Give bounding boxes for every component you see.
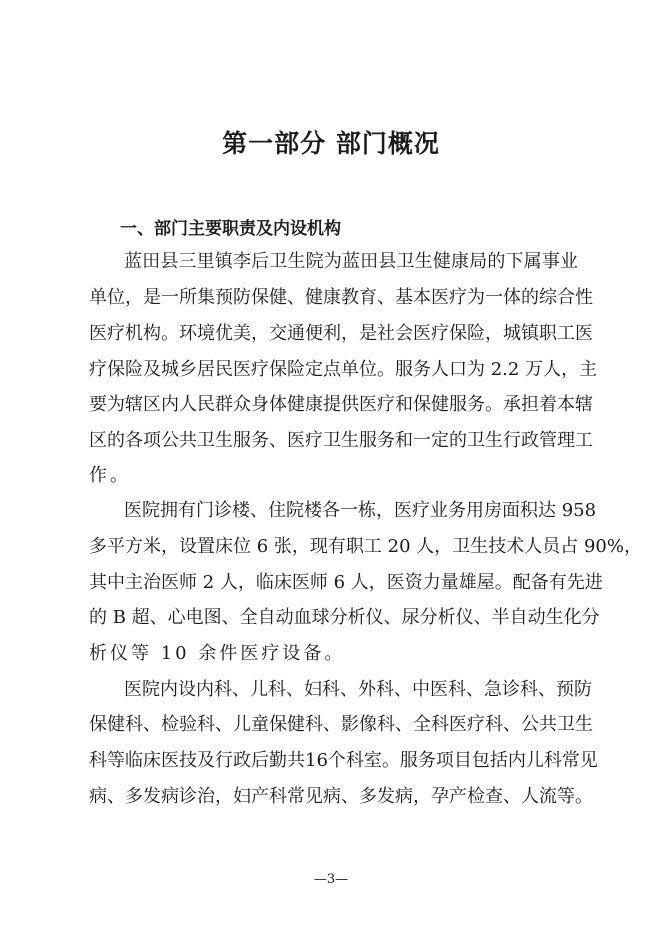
text-line: 保健科、检验科、儿童保健科、影像科、全科医疗科、公共卫生 <box>89 714 593 735</box>
text-line: 析仪等 10 余件医疗设备。 <box>89 643 346 664</box>
text-line: 蓝田县三里镇李后卫生院为蓝田县卫生健康局的下属事业 <box>124 251 578 272</box>
text-line: 多平方米，设置床位 6 张，现有职工 20 人，卫生技术人员占 90%， <box>89 536 642 557</box>
text-line: 科等临床医技及行政后勤共16个科室。服务项目包括内儿科常见 <box>89 750 598 771</box>
page-title: 第一部分 部门概况 <box>222 129 440 158</box>
text-line: 疗保险及城乡居民医疗保险定点单位。服务人口为 2.2 万人，主 <box>89 359 598 380</box>
text-line: 其中主治医师 2 人，临床医师 6 人，医资力量雄屋。配备有先进 <box>89 572 603 593</box>
text-line: 医院内设内科、儿科、妇科、外科、中医科、急诊科、预防 <box>124 679 592 700</box>
text-line: 的 B 超、心电图、全自动血球分析仪、尿分析仪、半自动生化分 <box>89 607 600 628</box>
text-line: 病、多发病诊治，妇产科常见病、多发病，孕产检查、人流等。 <box>89 786 593 807</box>
text-line: 要为辖区内人民群众身体健康提供医疗和保健服务。承担着本辖 <box>89 394 593 415</box>
text-line: 区的各项公共卫生服务、医疗卫生服务和一定的卫生行政管理工 <box>89 430 593 451</box>
text-line: 单位，是一所集预防保健、健康教育、基本医疗为一体的综合性 <box>89 287 593 308</box>
text-line: 医疗机构。环境优美，交通便利，是社会医疗保险，城镇职工医 <box>89 323 593 344</box>
text-line: 医院拥有门诊楼、住院楼各一栋，医疗业务用房面积达 958 <box>124 500 597 521</box>
text-line: 作。 <box>89 465 131 486</box>
page-number: —3— <box>313 872 349 887</box>
section-heading: 一、部门主要职责及内设机构 <box>120 219 341 239</box>
